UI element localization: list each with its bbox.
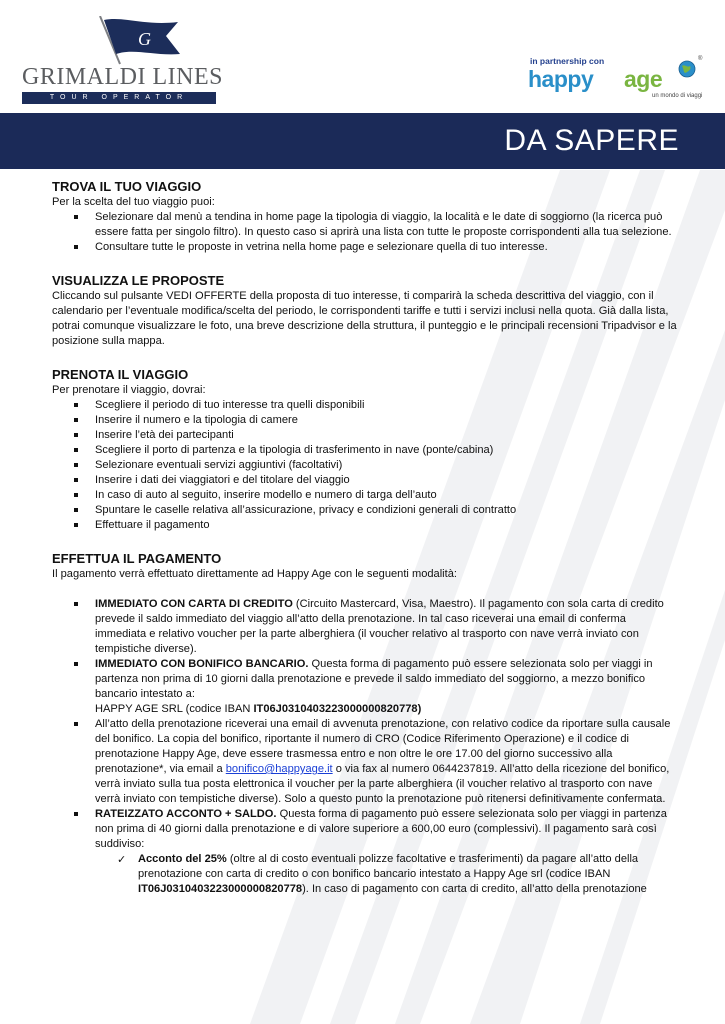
acconto-label: Acconto del 25% — [138, 853, 227, 865]
logo-subtitle: TOUR OPERATOR — [22, 92, 216, 104]
section-title-visualizza: VISUALIZZA LE PROPOSTE — [52, 273, 225, 288]
ship-flag-icon — [94, 16, 184, 66]
carta-label: IMMEDIATO CON CARTA DI CREDITO — [95, 598, 293, 610]
list-item: Inserire l’età dei partecipanti — [52, 428, 677, 443]
section-intro-pagamento: Il pagamento verrà effettuato direttamente ad Happy Age con le seguenti modalità: — [52, 568, 457, 580]
bonifico-text: Questa forma di pagamento può essere selezionata solo per viaggi in partenza non prima di 10 giorni dalla prenotazione e prevede il saldo immediato del soggiorno, a mezzo bonifico bancario intestato a: — [95, 658, 653, 700]
page-title: DA SAPERE — [504, 124, 679, 157]
partner-logo[interactable] — [528, 56, 708, 106]
registered-mark: ® — [698, 56, 703, 62]
section-visualizza — [52, 272, 677, 349]
list-item: Effettuare il pagamento — [52, 518, 677, 533]
section-pagamento — [52, 550, 677, 897]
globe-icon — [678, 60, 696, 78]
bonifico-iban: IT06J0310403223000000820778) — [253, 703, 422, 715]
bonifico-iban-prefix: HAPPY AGE SRL (codice IBAN — [95, 703, 254, 715]
section-title-pagamento: EFFETTUA IL PAGAMENTO — [52, 551, 222, 566]
grimaldi-logo[interactable] — [22, 16, 223, 104]
list-item: Inserire il numero e la tipologia di camere — [52, 413, 677, 428]
list-item: Scegliere il periodo di tuo interesse tra quelli disponibili — [52, 398, 677, 413]
rateizzato-text: Questa forma di pagamento può essere selezionata solo per viaggi in partenza non prima di 40 giorni dalla prenotazione e di valore superiore a 600,00 euro (complessivi). Il pagamento sarà così suddiviso: — [95, 808, 667, 850]
bonifico-label: IMMEDIATO CON BONIFICO BANCARIO. — [95, 658, 309, 670]
header — [0, 0, 725, 112]
list-pagamento — [52, 597, 677, 897]
section-intro-prenota: Per prenotare il viaggio, dovrai: — [52, 384, 206, 396]
list-item-acconto — [95, 852, 677, 897]
partner-brand-happy: happy — [528, 66, 594, 92]
conferma-text-2: o via fax al numero 0644237819. All’atto della ricezione del bonifico, verrà inviato sulla tua posta elettronica il voucher per la parte alberghiera (il voucher relativo al trasporto con nave verrà inviato con tempistiche diverse). Solo a questo punto la prenotazione può ritenersi definitivamente confermata. — [95, 763, 670, 805]
section-text-visualizza: Cliccando sul pulsante VEDI OFFERTE della proposta di tuo interesse, ti comparirà la scheda descrittiva del viaggio, con il calendario per l’eventuale modifica/scelta del periodo, le corrispondenti tariffe e tutti i servizi inclusi nella quota. Già dalla lista, potrai comunque visualizzare le foto, una breve descrizione della struttura, il punteggio e le principali recensioni Tripadvisor e la posizione sulla mappa. — [52, 290, 677, 347]
carta-text: (Circuito Mastercard, Visa, Maestro). Il pagamento con sola carta di credito prevede il saldo immediato del viaggio all’atto della prenotazione. In tal caso riceverai una email di conferma immediata e relativo voucher per la parte alberghiera (il voucher relativo al trasporto con nave verrà inviato con tempistiche diverse). — [95, 598, 664, 655]
logo-name: GRIMALDI LINES — [22, 64, 223, 90]
list-prenota — [52, 398, 677, 533]
list-item-carta — [52, 597, 677, 657]
acconto-text-1: (oltre al di costo eventuali polizze facoltative e trasferimenti) da pagare all’atto della prenotazione con carta di credito o con bonifico bancario intestato a Happy Age srl (codice IBAN — [138, 853, 639, 880]
svg-text:G: G — [138, 29, 151, 49]
partner-brand-age: age — [624, 66, 663, 92]
list-item: Consultare tutte le proposte in vetrina nella home page e selezionare quella di tuo interesse. — [52, 240, 677, 255]
title-banner — [0, 113, 725, 169]
section-prenota — [52, 366, 677, 533]
list-item: Selezionare eventuali servizi aggiuntivi (facoltativi) — [52, 458, 677, 473]
list-rateizzato — [95, 852, 677, 897]
list-item: Spuntare le caselle relativa all’assicurazione, privacy e condizioni generali di contratto — [52, 503, 677, 518]
list-item-bonifico — [52, 657, 677, 717]
conferma-text-1: All’atto della prenotazione riceverai una email di avvenuta prenotazione, con relativo codice da riportare sulla causale del bonifico. La copia del bonifico, riportante il numero di CRO (Codice Riferimento Operazione) e il codice di prenotazione Happy Age, deve essere trasmessa entro e non oltre le ore 17.00 del giorno successivo alla prenotazione*, via email a — [95, 718, 671, 775]
list-trova — [52, 210, 677, 255]
partner-label: in partnership con — [530, 56, 605, 66]
document-body — [52, 178, 677, 897]
list-item: Scegliere il porto di partenza e la tipologia di trasferimento in nave (ponte/cabina) — [52, 443, 677, 458]
partner-tagline: un mondo di viaggi — [652, 93, 703, 99]
section-intro-trova: Per la scelta del tuo viaggio puoi: — [52, 196, 215, 208]
rateizzato-label: RATEIZZATO ACCONTO + SALDO. — [95, 808, 277, 820]
list-item: Inserire i dati dei viaggiatori e del titolare del viaggio — [52, 473, 677, 488]
email-link[interactable]: bonifico@happyage.it — [225, 763, 333, 775]
section-title-trova: TROVA IL TUO VIAGGIO — [52, 179, 202, 194]
section-trova — [52, 178, 677, 255]
list-item-conferma — [52, 717, 677, 807]
section-title-prenota: PRENOTA IL VIAGGIO — [52, 367, 189, 382]
list-item: In caso di auto al seguito, inserire modello e numero di targa dell’auto — [52, 488, 677, 503]
list-item: Selezionare dal menù a tendina in home page la tipologia di viaggio, la località e le date di soggiorno (la ricerca può essere fatta per singolo filtro). In questo caso si aprirà una lista con tutte le proposte corrispondenti alla tua selezione. — [52, 210, 677, 240]
list-item-rateizzato — [52, 807, 677, 897]
acconto-text-2: ). In caso di pagamento con carta di credito, all’atto della prenotazione — [302, 883, 647, 895]
acconto-iban: IT06J0310403223000000820778 — [138, 883, 303, 895]
